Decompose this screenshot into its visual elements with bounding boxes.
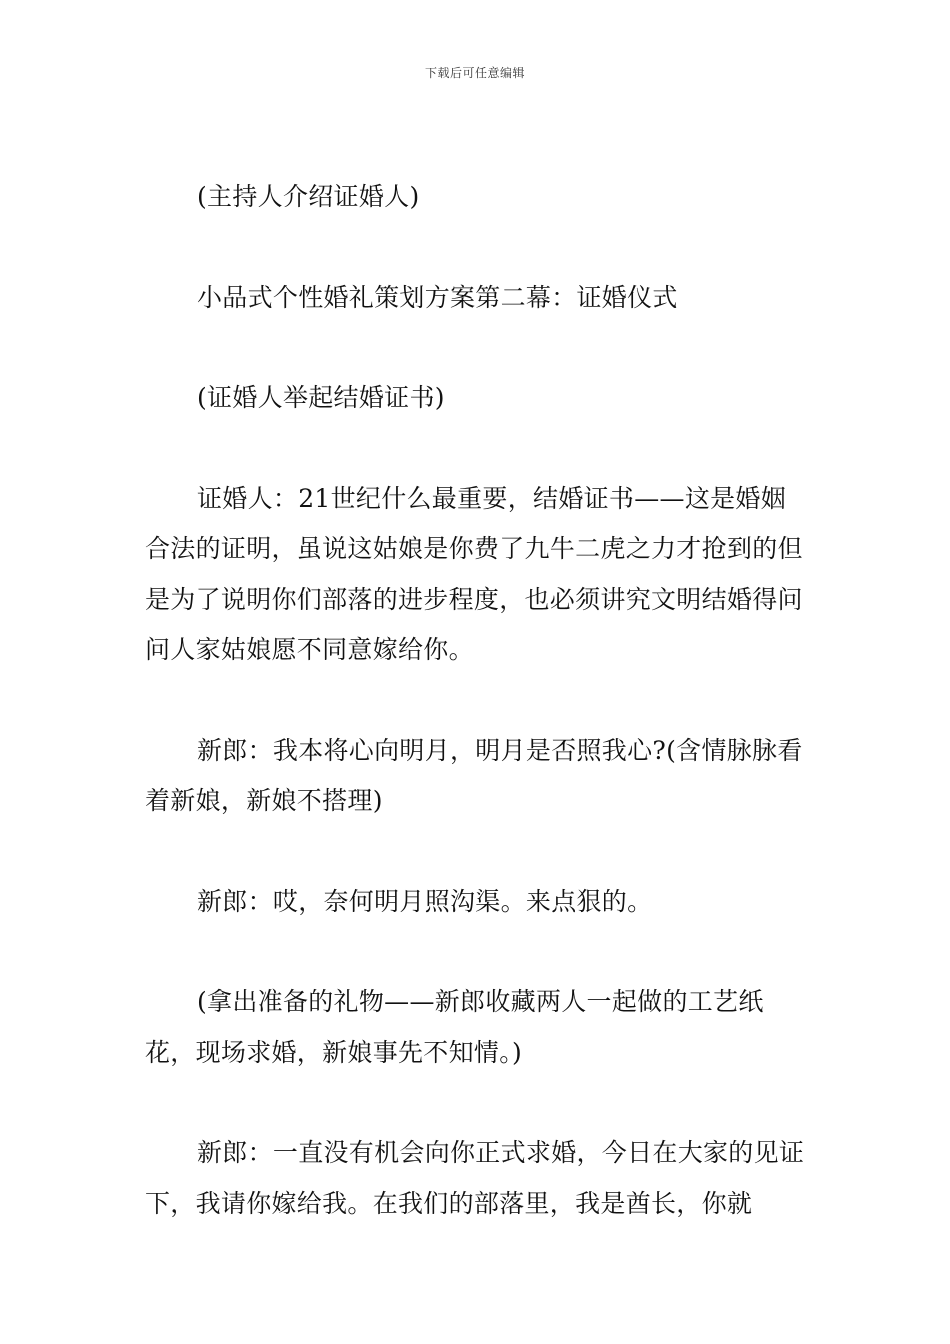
- paragraph-gift-direction: (拿出准备的礼物——新郎收藏两人一起做的工艺纸花，现场求婚，新娘事先不知情。): [145, 987, 764, 1067]
- document-body: [145, 172, 810, 1279]
- paragraph-stage-direction: (证婚人举起结婚证书): [197, 383, 445, 412]
- page-header: 下载后可任意编辑: [424, 66, 525, 80]
- paragraph-officiant-speech: 证婚人：21世纪什么最重要，结婚证书——这是婚姻合法的证明，虽说这姑娘是你费了九牛二虎之力才抢到的但是为了说明你们部落的进步程度，也必须讲究文明结婚得问问人家姑娘愿不同意嫁给你。: [145, 483, 803, 664]
- paragraph-groom-line-2: 新郎：哎，奈何明月照沟渠。来点狠的。: [197, 886, 653, 916]
- paragraph-groom-proposal: 新郎：一直没有机会向你正式求婚，今日在大家的见证下，我请你嫁给我。在我们的部落里，我是酋长，你就: [145, 1138, 805, 1218]
- paragraph-act-title: 小品式个性婚礼策划方案第二幕：证婚仪式: [197, 282, 678, 312]
- paragraph-groom-line-1: 新郎：我本将心向明月，明月是否照我心?(含情脉脉看着新娘，新娘不搭理): [145, 735, 803, 815]
- paragraph-host-intro: (主持人介绍证婚人): [197, 182, 420, 211]
